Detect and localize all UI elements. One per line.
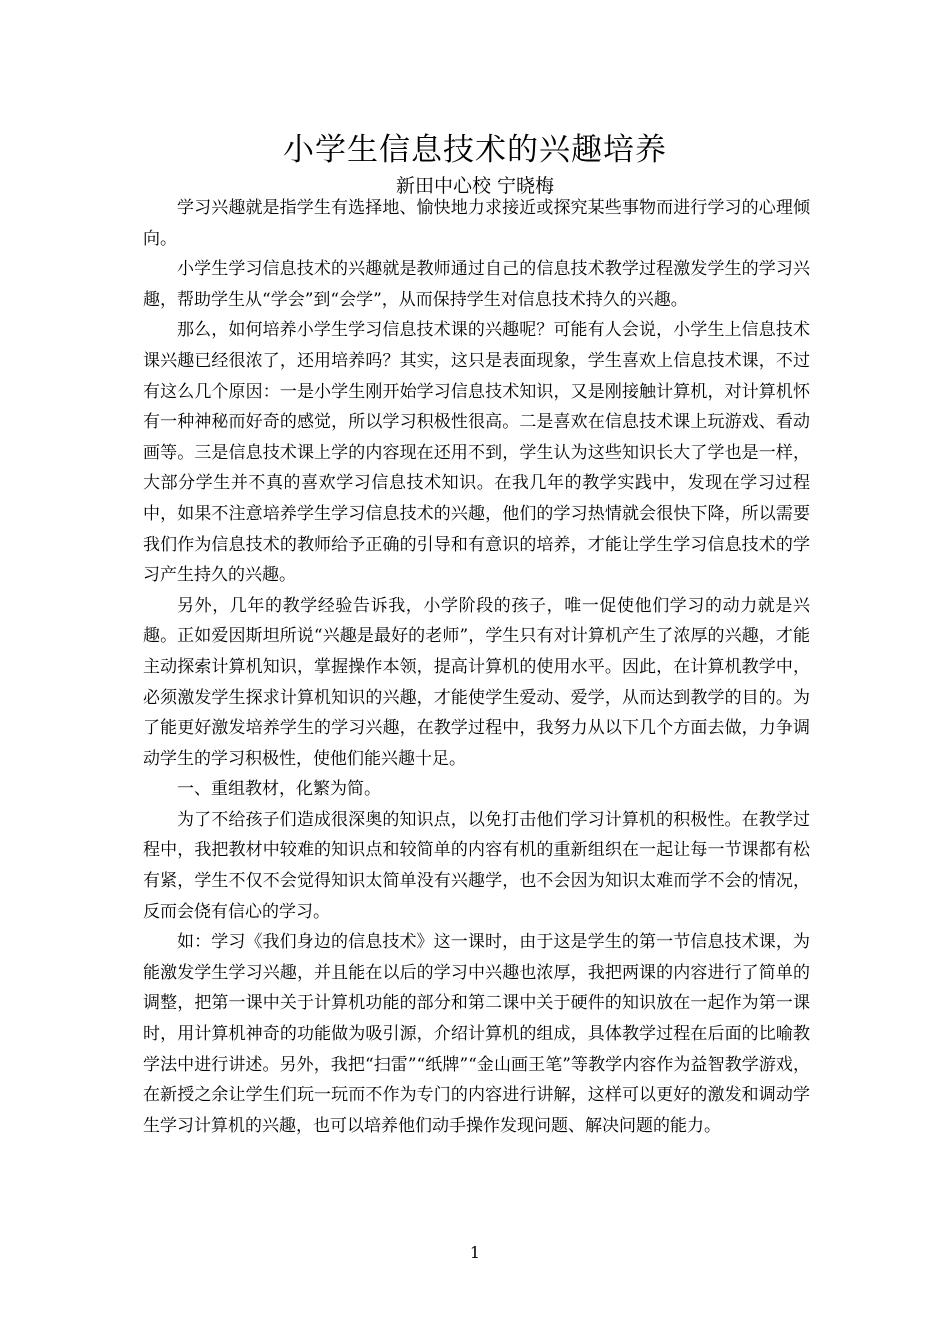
paragraph: 另外，几年的教学经验告诉我，小学阶段的孩子，唯一促使他们学习的动力就是兴趣。正如爱因斯坦所说“兴趣是最好的老师”，学生只有对计算机产生了浓厚的兴趣，才能主动探索计算机知识，掌握操作本领，提高计算机的使用水平。因此，在计算机教学中，必须激发学生探求计算机知识的兴趣，才能使学生爱动、爱学，从而达到教学的目的。为了能更好激发培养学生的学习兴趣，在教学过程中，我努力从以下几个方面去做，力争调动学生的学习积极性，使他们能兴趣十足。 xyxy=(143,595,810,769)
document-title: 小学生信息技术的兴趣培养 xyxy=(283,132,667,168)
document-body xyxy=(143,193,810,1141)
author-line: 新田中心校 宁晓梅 xyxy=(395,175,555,197)
paragraph: 学习兴趣就是指学生有选择地、愉快地力求接近或探究某些事物而进行学习的心理倾向。 xyxy=(143,198,810,249)
paragraph: 为了不给孩子们造成很深奥的知识点，以免打击他们学习计算机的积极性。在教学过程中，我把教材中较难的知识点和较简单的内容有机的重新组织在一起让每一节课都有松有紧，学生不仅不会觉得知识太简单没有兴趣学，也不会因为知识太难而学不会的情况，反而会侥有信心的学习。 xyxy=(143,809,810,922)
page-number: 1 xyxy=(469,1243,481,1262)
paragraph: 那么，如何培养小学生学习信息技术课的兴趣呢？可能有人会说，小学生上信息技术课兴趣已经很浓了，还用培养吗？其实，这只是表面现象，学生喜欢上信息技术课，不过有这么几个原因：一是小学生刚开始学习信息技术知识，又是刚接触计算机，对计算机怀有一种神秘而好奇的感觉，所以学习积极性很高。二是喜欢在信息技术课上玩游戏、看动画等。三是信息技术课上学的内容现在还用不到，学生认为这些知识长大了学也是一样，大部分学生并不真的喜欢学习信息技术知识。在我几年的教学实践中，发现在学习过程中，如果不注意培养学生学习信息技术的兴趣，他们的学习热情就会很快下降，所以需要我们作为信息技术的教师给予正确的引导和有意识的培养，才能让学生学习信息技术的学习产生持久的兴趣。 xyxy=(143,320,810,586)
section-heading: 一、重组教材，化繁为简。 xyxy=(177,779,381,800)
paragraph: 小学生学习信息技术的兴趣就是教师通过自己的信息技术教学过程激发学生的学习兴趣，帮助学生从“学会”到“会学”，从而保持学生对信息技术持久的兴趣。 xyxy=(143,259,810,310)
paragraph: 如：学习《我们身边的信息技术》这一课时，由于这是学生的第一节信息技术课，为能激发学生学习兴趣，并且能在以后的学习中兴趣也浓厚，我把两课的内容进行了简单的调整，把第一课中关于计算机功能的部分和第二课中关于硬件的知识放在一起作为第一课时，用计算机神奇的功能做为吸引源，介绍计算机的组成，具体教学过程在后面的比喻教学法中进行讲述。另外，我把“扫雷”“纸牌”“金山画王笔”等教学内容作为益智教学游戏，在新授之余让学生们玩一玩而不作为专门的内容进行讲解，这样可以更好的激发和调动学生学习计算机的兴趣，也可以培养他们动手操作发现问题、解决问题的能力。 xyxy=(143,932,810,1136)
